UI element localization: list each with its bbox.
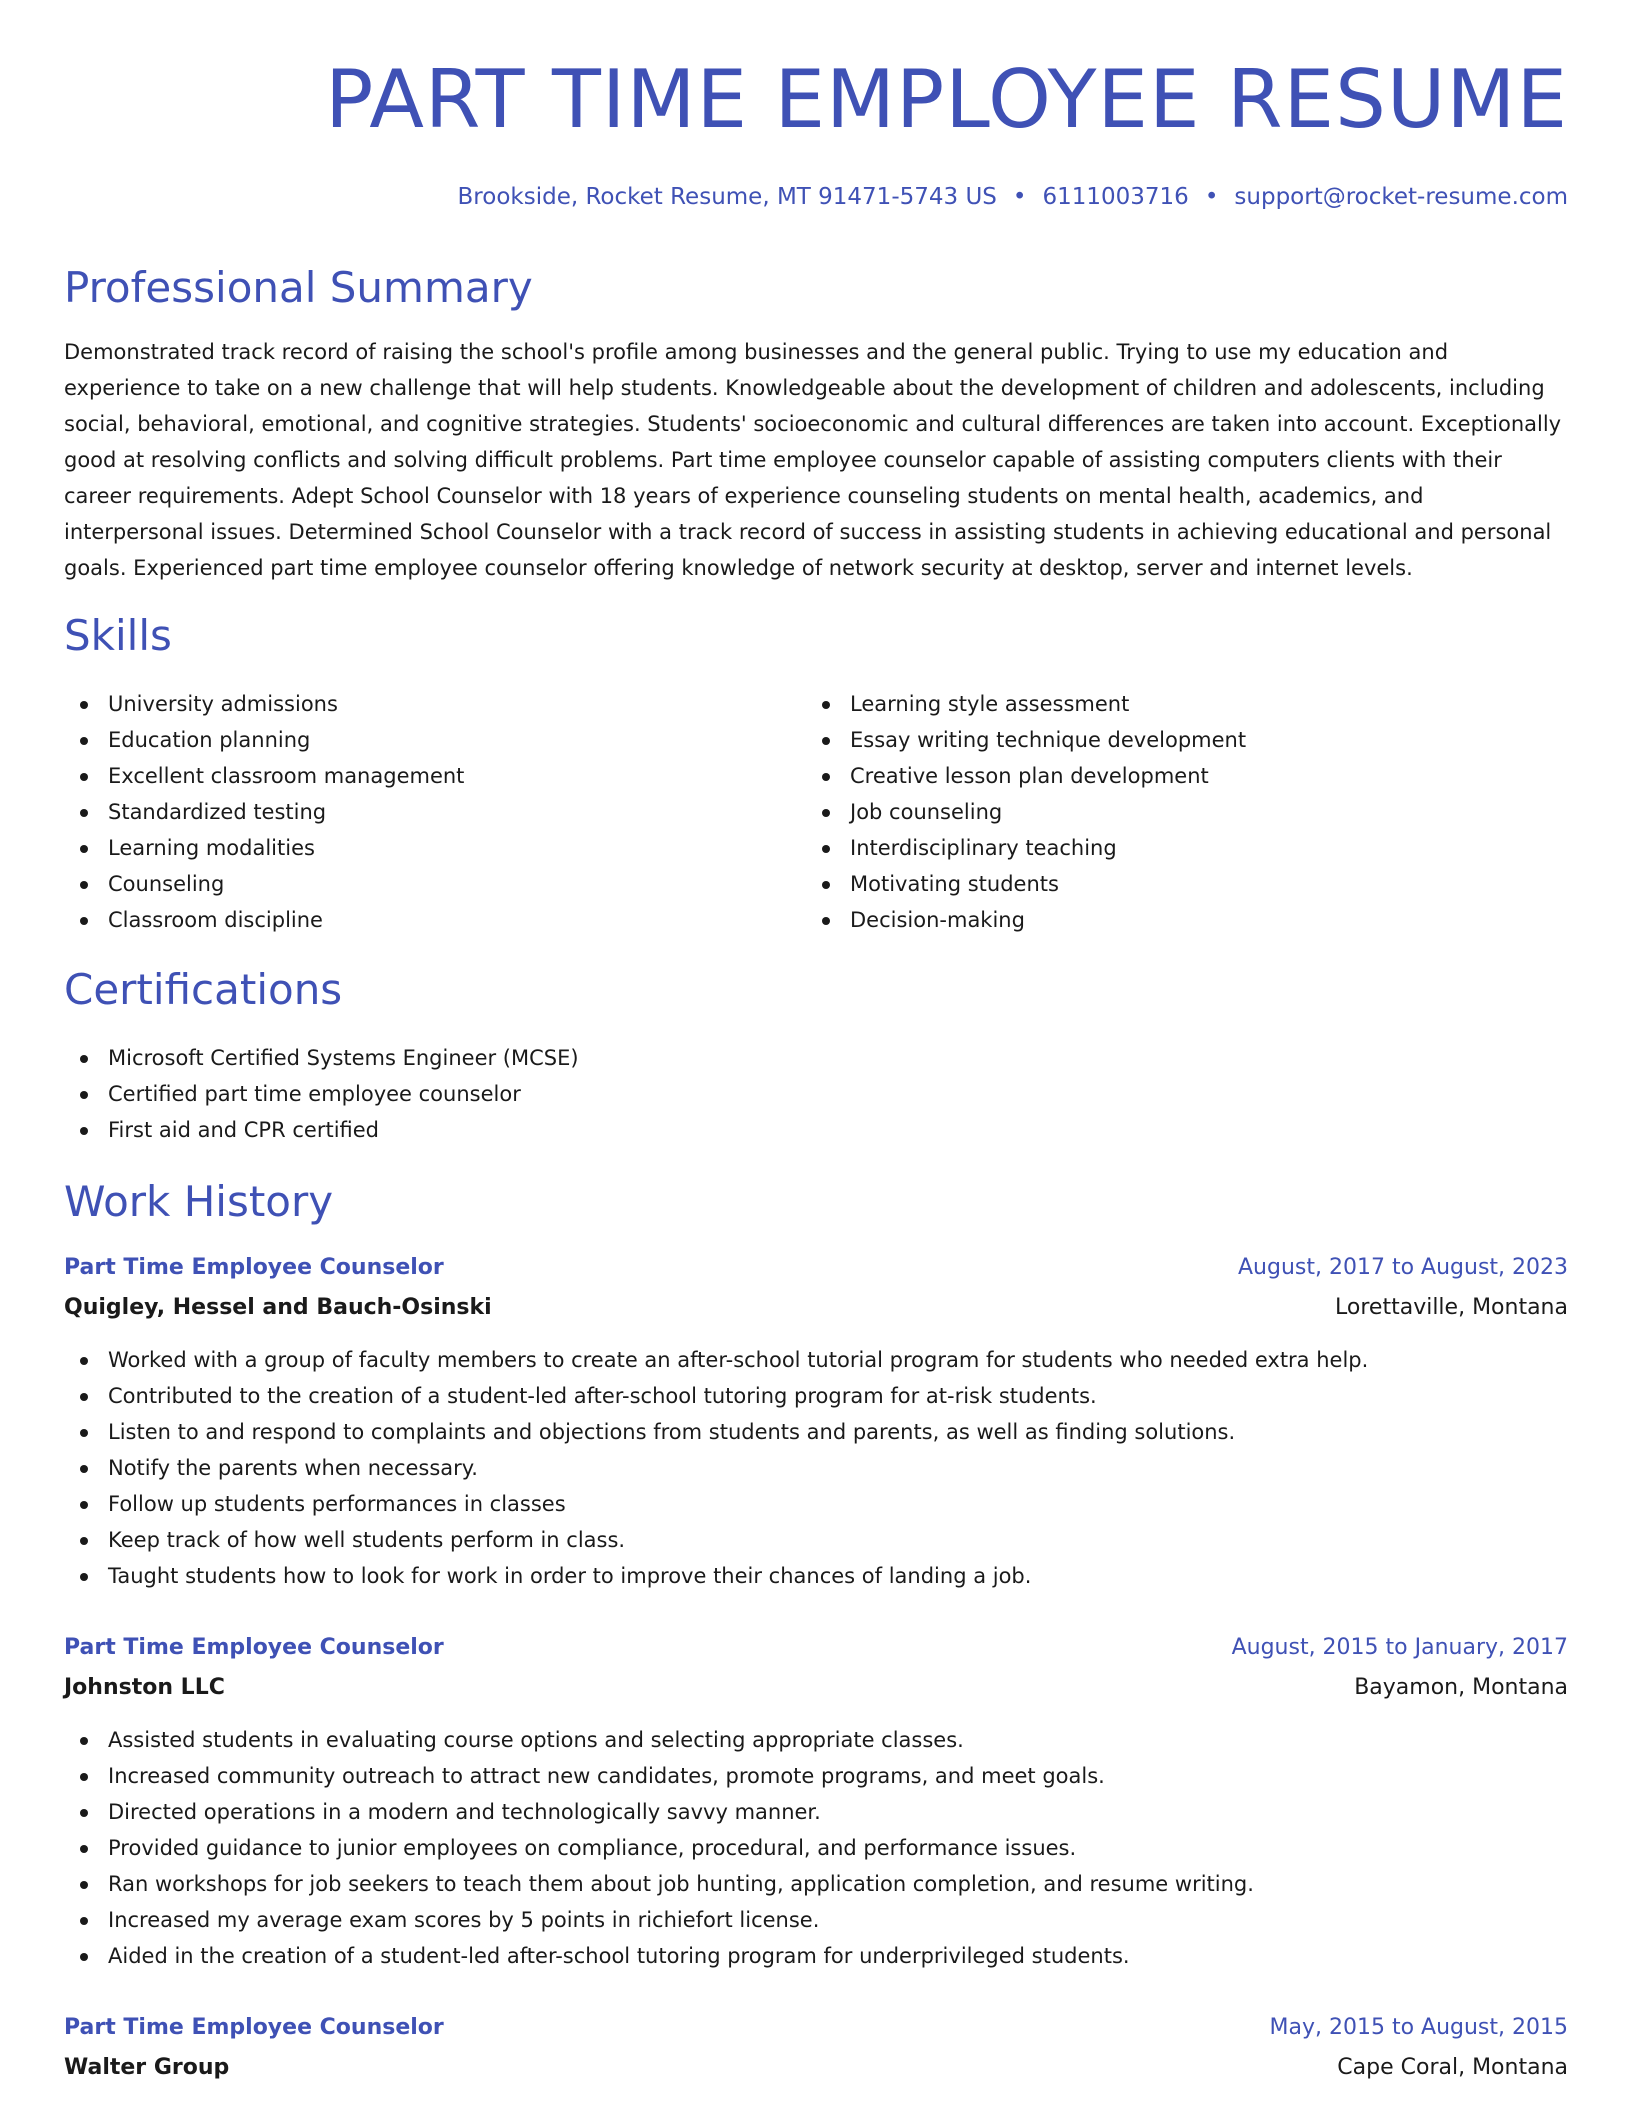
- job-dates: August, 2015 to January, 2017: [1231, 1635, 1568, 1660]
- job-title: Part Time Employee Counselor: [64, 1255, 444, 1280]
- job-location: Cape Coral, Montana: [1337, 2055, 1568, 2080]
- job-duty: Increased community outreach to attract new candidates, promote programs, and meet goals.: [64, 1758, 1568, 1794]
- job-duty: Increased my average exam scores by 5 points in richiefort license.: [64, 1902, 1568, 1938]
- job-duties-list: [64, 1342, 1568, 1594]
- skill-item: Interdisciplinary teaching: [806, 830, 1246, 866]
- skill-item: Essay writing technique development: [806, 722, 1246, 758]
- work-history-heading: Work History: [64, 1177, 334, 1226]
- certification-item: First aid and CPR certified: [64, 1112, 579, 1148]
- job-company: Quigley, Hessel and Bauch-Osinski: [64, 1295, 492, 1320]
- skill-item: Creative lesson plan development: [806, 758, 1246, 794]
- job-company: Johnston LLC: [64, 1675, 225, 1700]
- job-dates: August, 2017 to August, 2023: [1238, 1255, 1568, 1280]
- contact-address: Brookside, Rocket Resume, MT 91471-5743 US: [457, 184, 997, 210]
- skill-item: University admissions: [64, 686, 464, 722]
- summary-text: Demonstrated track record of raising the school's profile among businesses and the general public. Trying to use my education and experience to take on a new challenge that will help students. Knowledgeable about the development of children and adolescents, including social, behavioral, emotional, and cognitive strategies. Students' socioeconomic and cultural differences are taken into account. Exceptionally good at resolving conflicts and solving difficult problems. Part time employee counselor capable of assisting computers clients with their career requirements. Adept School Counselor with 18 years of experience counseling students on mental health, academics, and interpersonal issues. Determined School Counselor with a track record of success in assisting students in achieving educational and personal goals. Experienced part time employee counselor offering knowledge of network security at desktop, server and internet levels.: [64, 340, 1562, 580]
- skill-item: Education planning: [64, 722, 464, 758]
- job-header: [64, 1630, 1568, 1700]
- job-duty: Follow up students performances in classes: [64, 1486, 1568, 1522]
- skill-item: Learning style assessment: [806, 686, 1246, 722]
- job-duty: Listen to and respond to complaints and objections from students and parents, as well as finding solutions.: [64, 1414, 1568, 1450]
- skills-list-left: [64, 686, 464, 938]
- job-location: Lorettaville, Montana: [1335, 1295, 1568, 1320]
- skill-item: Learning modalities: [64, 830, 464, 866]
- skill-item: Excellent classroom management: [64, 758, 464, 794]
- job-dates: May, 2015 to August, 2015: [1269, 2015, 1568, 2040]
- contact-separator: •: [1012, 184, 1027, 210]
- job-duty: Taught students how to look for work in order to improve their chances of landing a job.: [64, 1558, 1568, 1594]
- skill-item: Job counseling: [806, 794, 1246, 830]
- job-duty: Ran workshops for job seekers to teach them about job hunting, application completion, and resume writing.: [64, 1866, 1568, 1902]
- contact-line: [458, 180, 1568, 214]
- skill-item: Standardized testing: [64, 794, 464, 830]
- job-title: Part Time Employee Counselor: [64, 1635, 444, 1660]
- job-header: [64, 1250, 1568, 1320]
- job-duty: Assisted students in evaluating course options and selecting appropriate classes.: [64, 1722, 1568, 1758]
- job-company: Walter Group: [64, 2055, 230, 2080]
- job-duty: Aided in the creation of a student-led after-school tutoring program for underprivileged students.: [64, 1938, 1568, 1974]
- summary-heading: Professional Summary: [64, 263, 533, 312]
- certification-item: Microsoft Certified Systems Engineer (MCSE): [64, 1040, 579, 1076]
- skill-item: Counseling: [64, 866, 464, 902]
- contact-phone: 6111003716: [1042, 184, 1189, 210]
- skill-item: Decision-making: [806, 902, 1246, 938]
- job-header: [64, 2010, 1568, 2080]
- job-duties-list: [64, 1722, 1568, 1974]
- contact-separator: •: [1204, 184, 1219, 210]
- job-duty: Notify the parents when necessary.: [64, 1450, 1568, 1486]
- certifications-heading: Certifications: [64, 965, 343, 1014]
- skill-item: Classroom discipline: [64, 902, 464, 938]
- job-duty: Directed operations in a modern and technologically savvy manner.: [64, 1794, 1568, 1830]
- job-duty: Keep track of how well students perform in class.: [64, 1522, 1568, 1558]
- skills-heading: Skills: [64, 611, 172, 660]
- job-duty: Contributed to the creation of a student-led after-school tutoring program for at-risk students.: [64, 1378, 1568, 1414]
- certification-item: Certified part time employee counselor: [64, 1076, 579, 1112]
- job-duty: Provided guidance to junior employees on compliance, procedural, and performance issues.: [64, 1830, 1568, 1866]
- job-title: Part Time Employee Counselor: [64, 2015, 444, 2040]
- resume-title: PART TIME EMPLOYEE RESUME: [325, 53, 1568, 146]
- contact-email: support@rocket-resume.com: [1234, 184, 1568, 210]
- skill-item: Motivating students: [806, 866, 1246, 902]
- certifications-list: [64, 1040, 579, 1148]
- job-duty: Worked with a group of faculty members to create an after-school tutorial program for students who needed extra help.: [64, 1342, 1568, 1378]
- job-location: Bayamon, Montana: [1354, 1675, 1568, 1700]
- skills-list-right: [806, 686, 1246, 938]
